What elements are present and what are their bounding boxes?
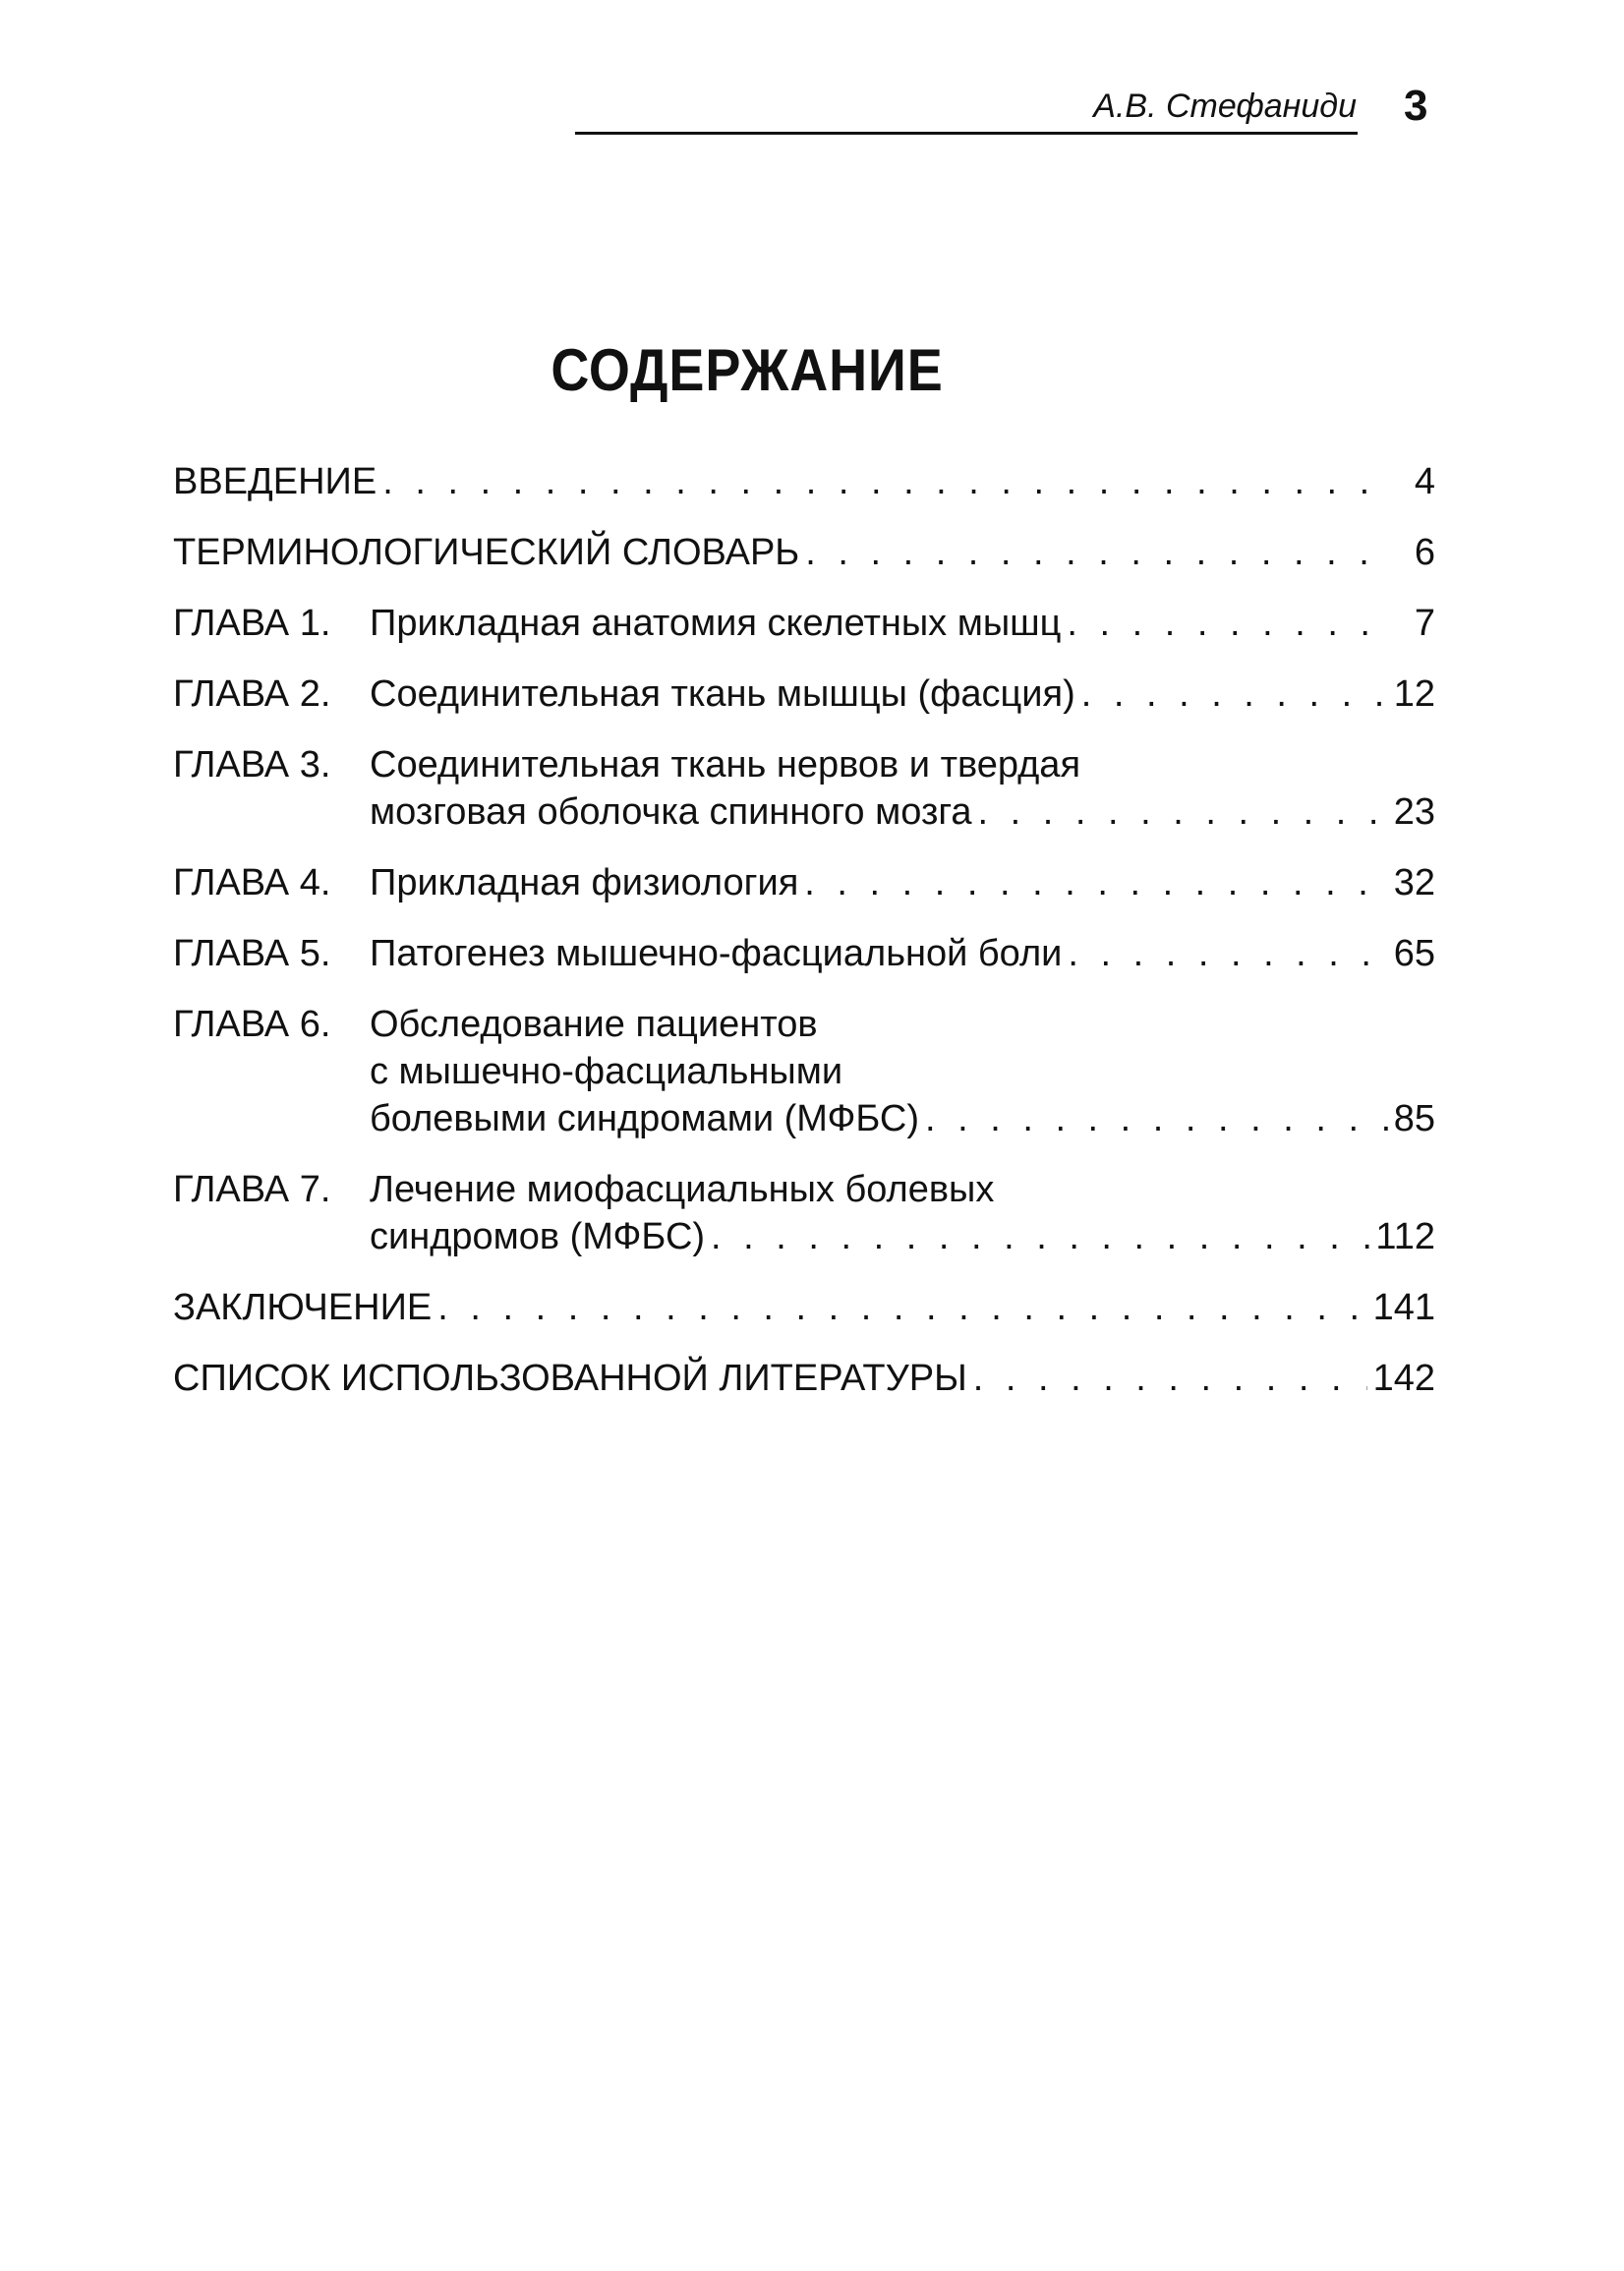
toc-entry-title: ВВЕДЕНИЕ xyxy=(173,461,377,502)
chapter-title-line: болевыми синдромами (МФБС) xyxy=(370,1098,919,1139)
toc-entry-page: 142 xyxy=(1372,1358,1435,1399)
page-number: 3 xyxy=(1404,82,1428,130)
dot-leader xyxy=(711,1213,1369,1260)
chapter-label: ГЛАВА 4. xyxy=(173,862,331,903)
toc-entry-page: 65 xyxy=(1393,933,1435,974)
dot-leader xyxy=(805,529,1390,576)
toc-title: СОДЕРЖАНИЕ xyxy=(551,337,944,403)
toc-entry-chapter-7[interactable] xyxy=(173,1166,1435,1260)
toc-entry-page: 6 xyxy=(1414,532,1435,573)
dot-leader xyxy=(804,859,1387,906)
toc-entry-chapter-1[interactable] xyxy=(173,600,1435,647)
dot-leader xyxy=(437,1284,1366,1331)
dot-leader xyxy=(1068,930,1387,977)
chapter-title-line: синдромов (МФБС) xyxy=(370,1216,706,1257)
toc-entry-page: 12 xyxy=(1393,673,1435,715)
toc-entry-introduction[interactable] xyxy=(173,458,1435,505)
toc-entry-chapter-6[interactable] xyxy=(173,1001,1435,1142)
chapter-title-line: Лечение миофасциальных болевых xyxy=(370,1169,995,1210)
chapter-title-line: Соединительная ткань нервов и твердая xyxy=(370,744,1081,786)
chapter-title-line: Патогенез мышечно-фасциальной боли xyxy=(370,933,1063,974)
chapter-title-line: Прикладная анатомия скелетных мышц xyxy=(370,603,1062,644)
toc-entry-references[interactable] xyxy=(173,1355,1435,1402)
toc-entry-glossary[interactable] xyxy=(173,529,1435,576)
running-header-author: А.В. Стефаниди xyxy=(1093,87,1357,125)
header-rule xyxy=(575,132,1358,135)
toc-entry-page: 32 xyxy=(1393,862,1435,903)
chapter-title-line: Прикладная физиология xyxy=(370,862,799,903)
chapter-label: ГЛАВА 3. xyxy=(173,744,331,786)
toc-entry-page: 7 xyxy=(1414,603,1435,644)
toc-entry-title: ЗАКЛЮЧЕНИЕ xyxy=(173,1287,433,1328)
toc-entry-conclusion[interactable] xyxy=(173,1284,1435,1331)
toc-entry-page: 23 xyxy=(1393,791,1435,833)
chapter-label: ГЛАВА 2. xyxy=(173,673,331,715)
dot-leader xyxy=(978,788,1388,836)
chapter-title-line: мозговая оболочка спинного мозга xyxy=(370,791,972,833)
dot-leader xyxy=(925,1095,1388,1142)
toc-entry-chapter-3[interactable] xyxy=(173,741,1435,836)
dot-leader xyxy=(1081,670,1388,718)
toc-entry-page: 85 xyxy=(1393,1098,1435,1139)
chapter-label: ГЛАВА 1. xyxy=(173,603,331,644)
toc-entry-page: 4 xyxy=(1414,461,1435,502)
chapter-label: ГЛАВА 6. xyxy=(173,1004,331,1045)
table-of-contents xyxy=(173,458,1435,1426)
toc-entry-chapter-4[interactable] xyxy=(173,859,1435,906)
chapter-title-line: Соединительная ткань мышцы (фасция) xyxy=(370,673,1075,715)
toc-entry-chapter-5[interactable] xyxy=(173,930,1435,977)
toc-entry-page: 141 xyxy=(1372,1287,1435,1328)
dot-leader xyxy=(1067,600,1390,647)
chapter-title-line: с мышечно-фасциальными xyxy=(370,1051,843,1092)
toc-entry-title: СПИСОК ИСПОЛЬЗОВАННОЙ ЛИТЕРАТУРЫ xyxy=(173,1358,967,1399)
toc-entry-page: 112 xyxy=(1375,1216,1435,1257)
chapter-title-line: Обследование пациентов xyxy=(370,1004,818,1045)
chapter-label: ГЛАВА 7. xyxy=(173,1169,331,1210)
dot-leader xyxy=(973,1355,1367,1402)
toc-entry-title: ТЕРМИНОЛОГИЧЕСКИЙ СЛОВАРЬ xyxy=(173,532,800,573)
toc-entry-chapter-2[interactable] xyxy=(173,670,1435,718)
dot-leader xyxy=(382,458,1390,505)
chapter-label: ГЛАВА 5. xyxy=(173,933,331,974)
